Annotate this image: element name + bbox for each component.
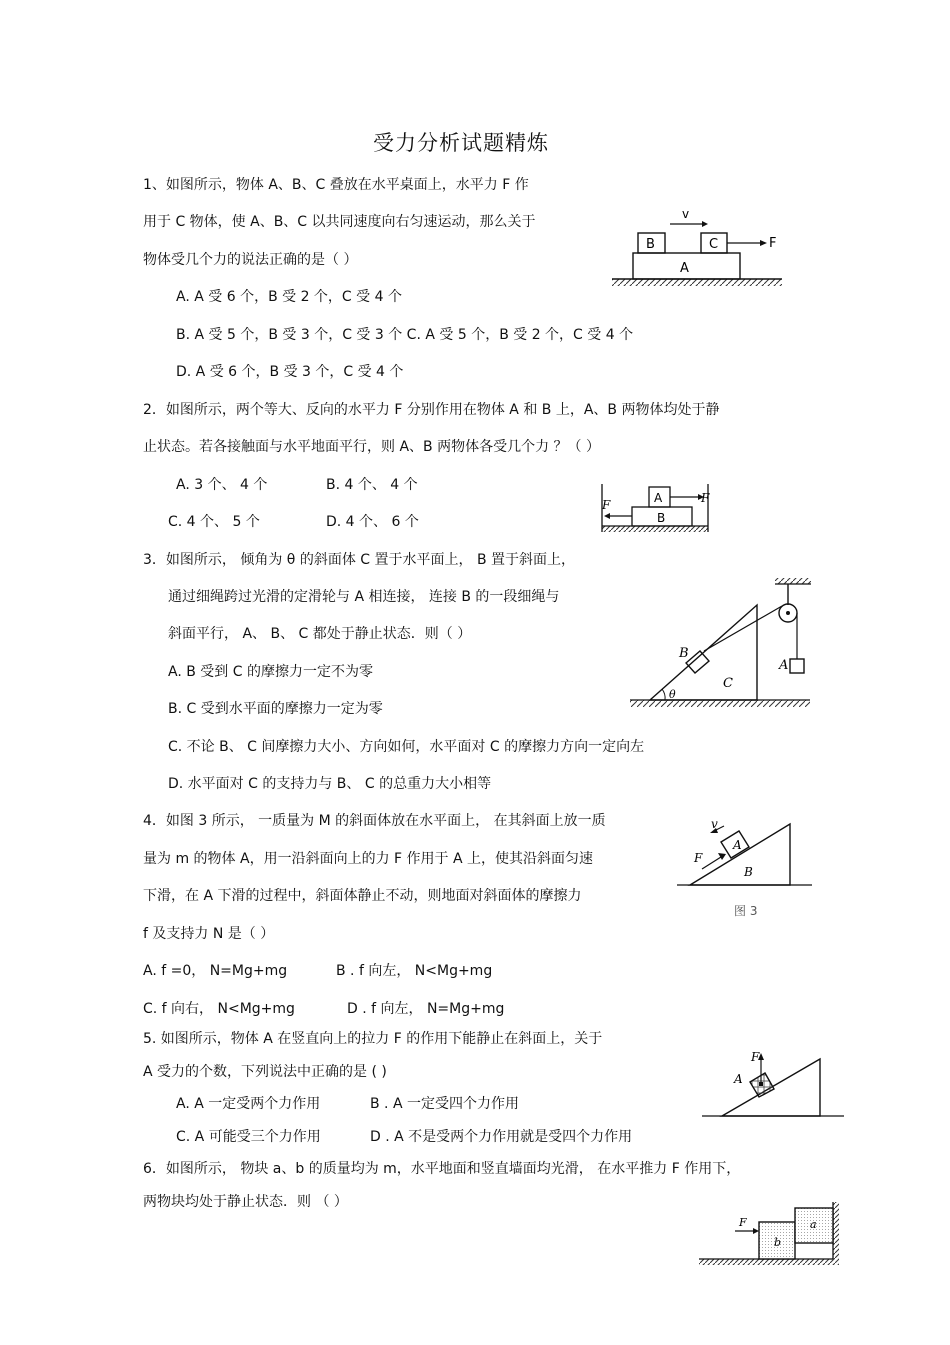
q6-figure (695, 1198, 845, 1268)
label-f: F (751, 1050, 760, 1064)
force-arrowhead (753, 1228, 759, 1234)
q1-figure (608, 200, 783, 295)
ground-hatch (630, 700, 810, 707)
q5-stem-line: A 受力的个数，下列说法中正确的是 ( ) (143, 1064, 387, 1080)
q4-option-a: A. f =0， N=Mg+mg (143, 963, 288, 979)
label-c: C (723, 676, 733, 691)
label-f: F (694, 851, 703, 865)
q2-stem-line: 止状态。若各接触面与水平地面平行，则 A、B 两物体各受几个力 ？（ ） (143, 439, 600, 455)
pulley-axle (786, 611, 790, 615)
label-theta: θ (669, 688, 676, 701)
ground-hatch (602, 526, 708, 532)
q1-stem-line: 1、如图所示，物体 A、B、C 叠放在水平桌面上，水平力 F 作 (143, 177, 529, 193)
label-a: A (654, 491, 663, 505)
q1-stem-line: 用于 C 物体，使 A、B、C 以共同速度向右匀速运动，那么关于 (143, 214, 536, 230)
q3-option-d: D. 水平面对 C 的支持力与 B、 C 的总重力大小相等 (168, 776, 492, 792)
q2-option-b: B. 4 个、 4 个 (326, 477, 418, 493)
q4-option-b: B . f 向左， N<Mg+mg (336, 963, 493, 979)
wall-hatch (833, 1202, 839, 1265)
q6-stem-line: 6．如图所示， 物块 a、b 的质量均为 m，水平地面和竖直墙面均光滑， 在水平推力 F 作用下， (143, 1161, 741, 1177)
force-arrowhead (760, 240, 767, 246)
ground-hatch (612, 279, 782, 286)
label-b: B (657, 511, 666, 525)
q3-option-b: B. C 受到水平面的摩擦力一定为零 (168, 701, 383, 717)
q6-stem-line: 两物块均处于静止状态．则 （ ） (143, 1194, 348, 1210)
label-b: B (646, 237, 655, 252)
q4-stem-line: 4．如图 3 所示， 一质量为 M 的斜面体放在水平面上， 在其斜面上放一质 (143, 813, 606, 829)
q4-figure (672, 812, 817, 922)
q5-option-c: C. A 可能受三个力作用 (176, 1129, 321, 1145)
q4-stem-line: f 及支持力 N 是（ ） (143, 926, 275, 942)
q3-figure (625, 575, 815, 715)
q4-option-d: D . f 向左， N=Mg+mg (347, 1001, 505, 1017)
ceiling-hatch (775, 578, 811, 584)
q3-stem-line: 3．如图所示， 倾角为 θ 的斜面体 C 置于水平面上， B 置于斜面上， (143, 552, 576, 568)
force-left-arrowhead (604, 513, 610, 519)
label-f-left: F (602, 498, 611, 512)
force-arrowhead (718, 853, 726, 860)
label-a: A (733, 838, 742, 852)
q5-figure (698, 1045, 848, 1125)
figure-caption: 图 3 (734, 904, 758, 918)
label-v: v (682, 207, 690, 221)
rope-to-b (704, 606, 782, 651)
label-a: A (779, 658, 789, 673)
q2-figure (596, 480, 711, 535)
q1-option-d: D. A 受 6 个，B 受 3 个，C 受 4 个 (176, 364, 404, 380)
q3-stem-line: 通过细绳跨过光滑的定滑轮与 A 相连接， 连接 B 的一段细绳与 (168, 589, 560, 605)
q2-stem-line: 2．如图所示，两个等大、反向的水平力 F 分别作用在物体 A 和 B 上，A、B 两物体均处于静 (143, 402, 720, 418)
incline-c (650, 605, 757, 700)
q4-option-c: C. f 向右， N<Mg+mg (143, 1001, 295, 1017)
q2-option-d: D. 4 个、 6 个 (326, 514, 419, 530)
label-v: v (711, 817, 718, 831)
q3-option-a: A. B 受到 C 的摩擦力一定不为零 (168, 664, 373, 680)
angle-arc (662, 689, 665, 700)
block-a-center (759, 1082, 763, 1086)
q3-stem-line: 斜面平行， A、 B、 C 都处于静止状态．则（ ） (168, 626, 472, 642)
label-a: A (680, 261, 689, 276)
block-a (790, 659, 804, 673)
q1-option-a: A. A 受 6 个，B 受 2 个，C 受 4 个 (176, 289, 402, 305)
label-f: F (769, 236, 777, 251)
q1-stem-line: 物体受几个力的说法正确的是（ ） (143, 252, 358, 268)
label-b: B (679, 646, 689, 661)
ground-hatch (699, 1259, 833, 1265)
q5-option-d: D . A 不是受两个力作用就是受四个力作用 (370, 1129, 633, 1145)
label-b: B (744, 865, 753, 879)
label-a: A (734, 1072, 743, 1086)
q1-option-b-c: B. A 受 5 个，B 受 3 个，C 受 3 个 C. A 受 5 个，B 受 2 个，C 受 4 个 (176, 327, 634, 343)
q3-option-c: C. 不论 B、 C 间摩擦力大小、方向如何，水平面对 C 的摩擦力方向一定向左 (168, 739, 645, 755)
q5-option-b: B . A 一定受四个力作用 (370, 1096, 519, 1112)
block-b (686, 651, 709, 673)
label-c: C (709, 237, 719, 252)
label-b: b (774, 1236, 782, 1249)
q2-option-c: C. 4 个、 5 个 (168, 514, 260, 530)
q4-stem-line: 量为 m 的物体 A，用一沿斜面向上的力 F 作用于 A 上，使其沿斜面匀速 (143, 851, 593, 867)
label-a: a (810, 1218, 817, 1231)
q4-stem-line: 下滑，在 A 下滑的过程中，斜面体静止不动，则地面对斜面体的摩擦力 (143, 888, 582, 904)
label-f: F (739, 1216, 747, 1229)
label-f-right: F (701, 491, 710, 505)
page-title: 受力分析试题精炼 (373, 131, 549, 155)
q5-option-a: A. A 一定受两个力作用 (176, 1096, 321, 1112)
velocity-arrowhead (702, 221, 708, 227)
q5-stem-line: 5. 如图所示，物体 A 在竖直向上的拉力 F 的作用下能静止在斜面上，关于 (143, 1031, 603, 1047)
q2-option-a: A. 3 个、 4 个 (176, 477, 268, 493)
